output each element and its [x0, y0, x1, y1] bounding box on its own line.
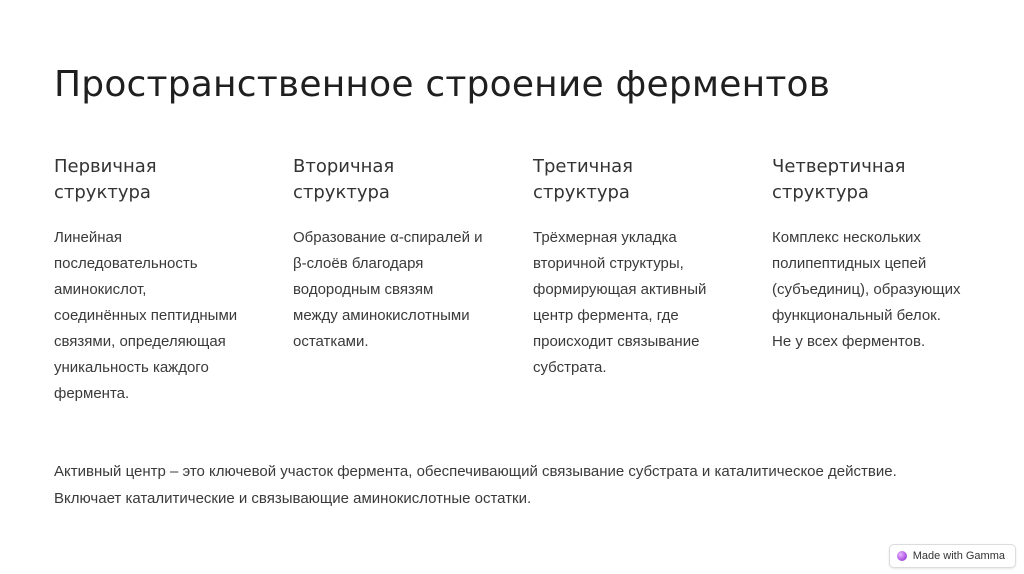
column-description [533, 225, 743, 381]
description-line: Не у всех ферментов. [772, 333, 926, 350]
column-primary-structure [54, 154, 264, 407]
description-line: водородным связям [293, 281, 434, 298]
description-line: полипептидных цепей [772, 255, 927, 272]
description-line: β-слоёв благодаря [293, 255, 424, 272]
description-line: происходит связывание [533, 333, 700, 350]
description-line: связями, определяющая [54, 333, 226, 350]
active-center-note [54, 458, 897, 512]
page-title: Пространственное строение ферментов [54, 64, 831, 105]
description-line: последовательность [54, 255, 198, 272]
description-line: центр фермента, где [533, 307, 679, 324]
gamma-logo-icon [897, 551, 907, 561]
description-line: функциональный белок. [772, 307, 941, 324]
description-line: субстрата. [533, 359, 607, 376]
description-line: Трёхмерная укладка [533, 229, 677, 246]
note-line: Активный центр – это ключевой участок фермента, обеспечивающий связывание субстрата и каталитическое действие. [54, 463, 897, 480]
column-heading: Четвертичная структура [772, 156, 906, 203]
description-line: Линейная [54, 229, 122, 246]
description-line: аминокислот, [54, 281, 147, 298]
column-tertiary-structure [533, 154, 743, 381]
column-description [54, 225, 264, 407]
description-line: Образование α-спиралей и [293, 229, 483, 246]
column-description [293, 225, 503, 355]
description-line: (субъединиц), образующих [772, 281, 961, 298]
description-line: остатками. [293, 333, 369, 350]
description-line: соединённых пептидными [54, 307, 238, 324]
column-quaternary-structure [772, 154, 982, 355]
description-line: между аминокислотными [293, 307, 470, 324]
description-line: фермента. [54, 385, 130, 402]
description-line: формирующая активный [533, 281, 707, 298]
column-heading: Первичная структура [54, 156, 157, 203]
column-heading: Третичная структура [533, 156, 633, 203]
description-line: уникальность каждого [54, 359, 209, 376]
note-line: Включает каталитические и связывающие аминокислотные остатки. [54, 490, 532, 507]
description-line: Комплекс нескольких [772, 229, 921, 246]
column-description [772, 225, 982, 355]
column-secondary-structure [293, 154, 503, 355]
badge-label: Made with Gamma [912, 550, 1005, 562]
made-with-gamma-badge[interactable] [889, 544, 1016, 568]
column-heading: Вторичная структура [293, 156, 395, 203]
description-line: вторичной структуры, [533, 255, 684, 272]
